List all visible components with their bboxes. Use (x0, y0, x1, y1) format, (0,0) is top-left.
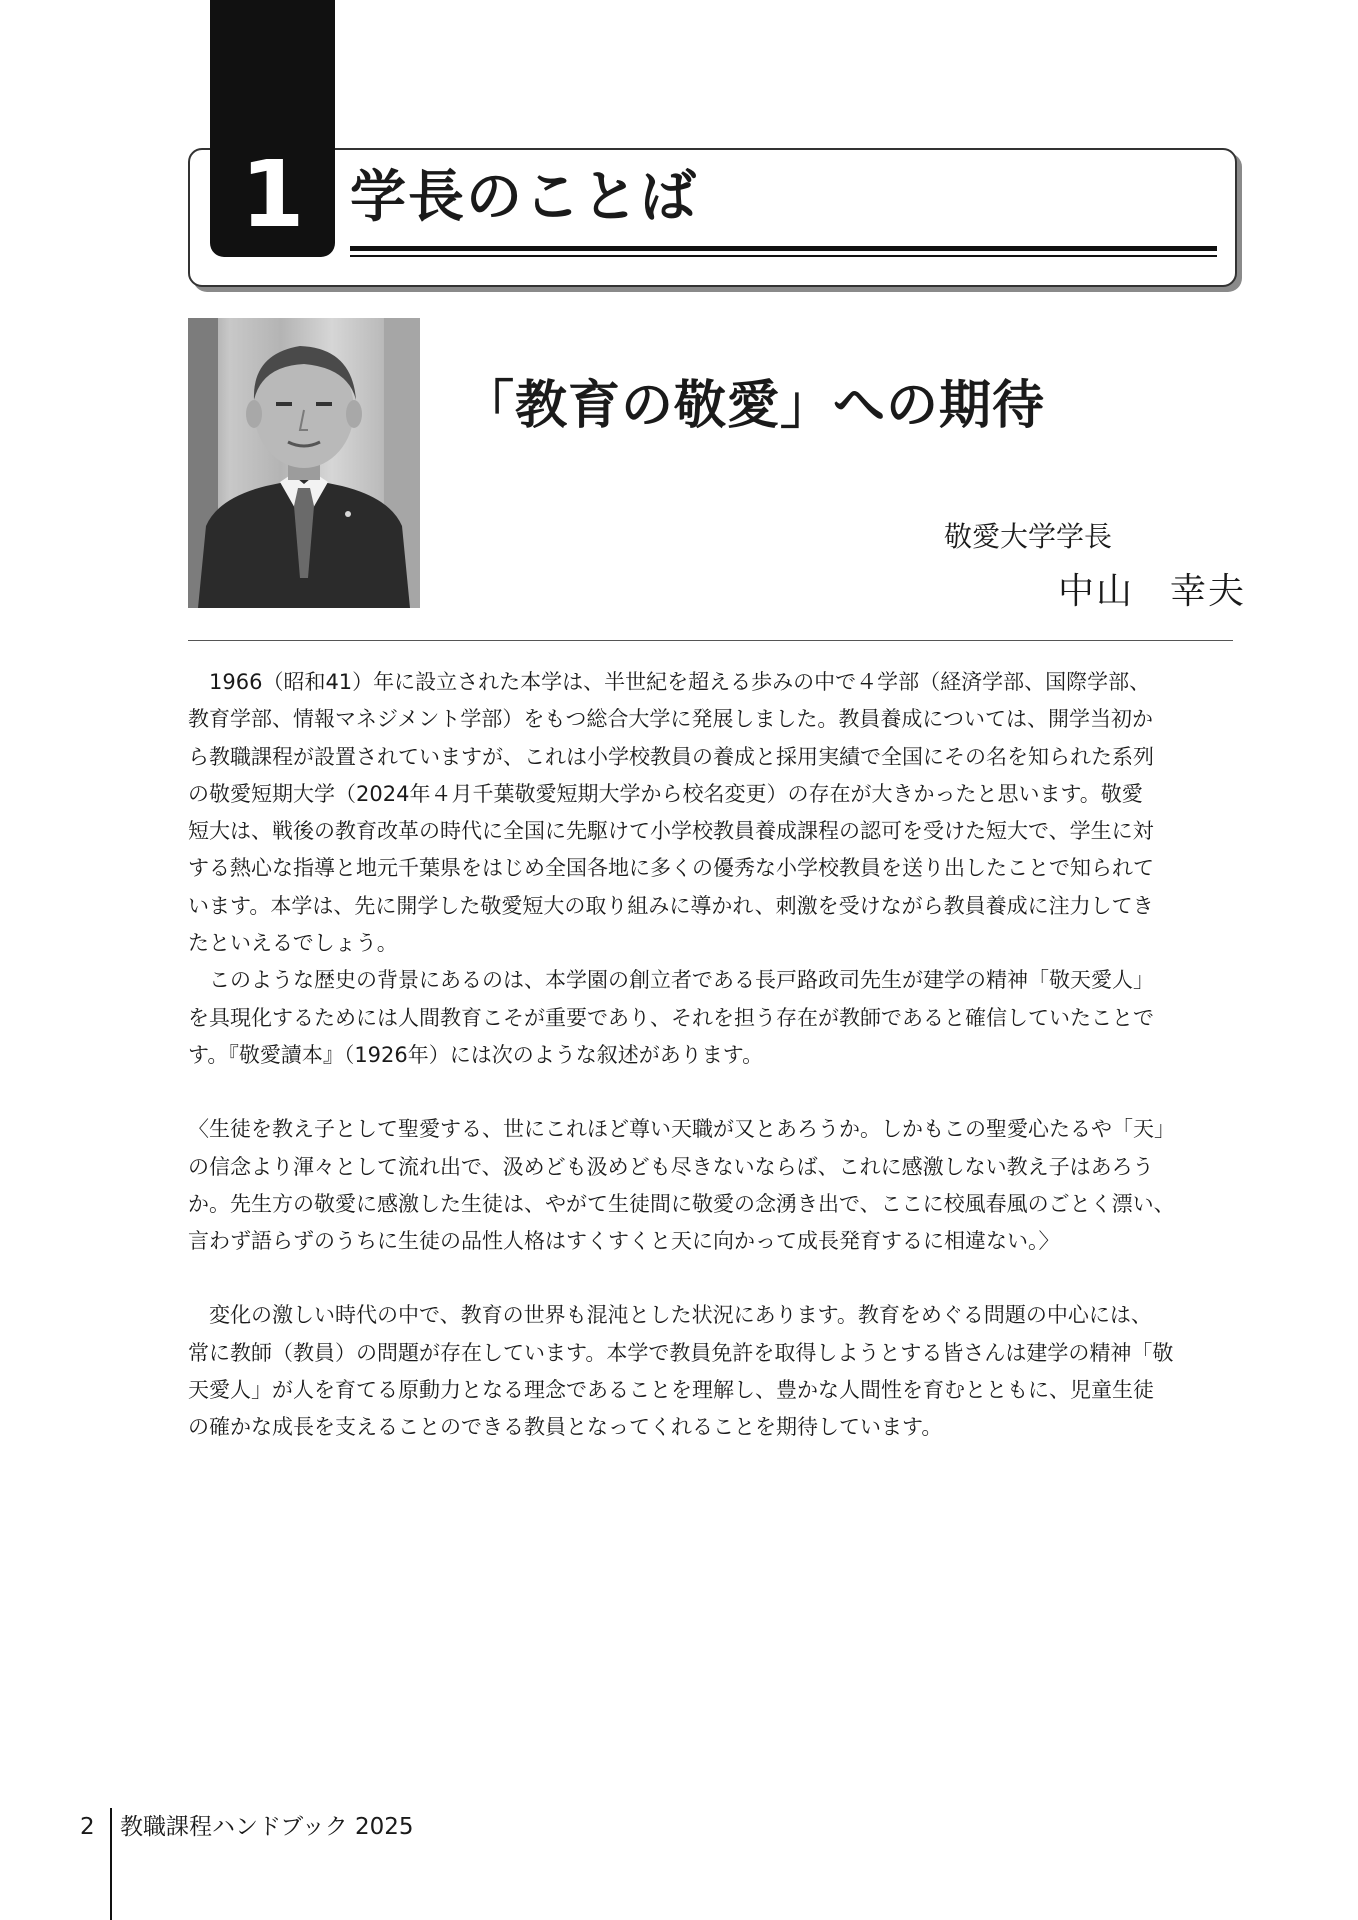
body-line: このような歴史の背景にあるのは、本学園の創立者である長戸路政司先生が建学の精神「敬天愛人」 (209, 968, 1154, 993)
body-line: の敬愛短期大学（2024年４月千葉敬愛短期大学から校名変更）の存在が大きかったと思います。敬愛 (188, 781, 1143, 806)
body-line: たといえるでしょう。 (188, 931, 398, 956)
page-number: 2 (80, 1814, 95, 1840)
body-line: 変化の激しい時代の中で、教育の世界も混沌とした状況にあります。教育をめぐる問題の中心には、 (209, 1303, 1152, 1328)
quote-line: 言わず語らずのうちに生徒の品性人格はすくすくと天に向かって成長発育するに相違ない。〉 (188, 1229, 1060, 1254)
chapter-header-box (188, 141, 1237, 287)
publication-title: 教職課程ハンドブック 2025 (120, 1814, 414, 1840)
paragraph-gap (188, 1260, 1238, 1297)
body-line: する熱心な指導と地元千葉県をはじめ全国各地に多くの優秀な小学校教員を送り出したことで知られて (188, 856, 1154, 881)
footer-divider (110, 1808, 112, 1920)
body-line: 常に教師（教員）の問題が存在しています。本学で教員免許を取得しようとする皆さんは建学の精神「敬 (188, 1340, 1174, 1365)
quote-line: か。先生方の敬愛に感激した生徒は、やがて生徒間に敬愛の念湧き出で、ここに校風春風のごとく漂い、 (188, 1191, 1175, 1216)
chapter-title: 学長のことば (350, 165, 698, 230)
body-line: 天愛人」が人を育てる原動力となる理念であることを理解し、豊かな人間性を育むとともに、児童生徒 (188, 1378, 1154, 1403)
body-line: ら教職課程が設置されていますが、これは小学校教員の養成と採用実績で全国にその名を知られた系列 (188, 744, 1154, 769)
chapter-number: 1 (240, 141, 305, 248)
article-body (188, 664, 1238, 1447)
body-line: す。『敬愛讀本』（1926年）には次のような叙述があります。 (188, 1042, 764, 1067)
title-underline-thin (350, 255, 1217, 257)
quote-line: の信念より渾々として流れ出で、汲めども汲めども尽きないならば、これに感激しない教え子はあろう (188, 1154, 1154, 1179)
author-role: 敬愛大学学長 (944, 520, 1113, 553)
body-line: 1966（昭和41）年に設立された本学は、半世紀を超える歩みの中で４学部（経済学部、国際学部、 (209, 670, 1151, 694)
quote-line: 〈生徒を教え子として聖愛する、世にこれほど尊い天職が又とあろうか。しかもこの聖愛心たるや「天」 (188, 1117, 1175, 1142)
paragraph-gap (188, 1074, 1238, 1111)
author-family-name: 中山 (1058, 571, 1135, 612)
section-divider (188, 640, 1233, 641)
president-portrait-photo (188, 318, 420, 608)
author-given-name: 幸夫 (1170, 571, 1247, 612)
body-line: を具現化するためには人間教育こそが重要であり、それを担う存在が教師であると確信していたことで (188, 1005, 1154, 1030)
author-name (1058, 571, 1247, 612)
chapter-number-tab (210, 0, 335, 257)
body-line: の確かな成長を支えることのできる教員となってくれることを期待しています。 (188, 1415, 943, 1440)
body-line: 短大は、戦後の教育改革の時代に全国に先駆けて小学校教員養成課程の認可を受けた短大で、学生に対 (188, 819, 1154, 844)
article-title: 「教育の敬愛」への期待 (462, 376, 1046, 436)
body-line: います。本学は、先に開学した敬愛短大の取り組みに導かれ、刺激を受けながら教員養成に注力してき (188, 893, 1154, 918)
title-underline-thick (350, 246, 1217, 251)
body-line: 教育学部、情報マネジメント学部）をもつ総合大学に発展しました。教員養成については、開学当初か (188, 707, 1153, 732)
